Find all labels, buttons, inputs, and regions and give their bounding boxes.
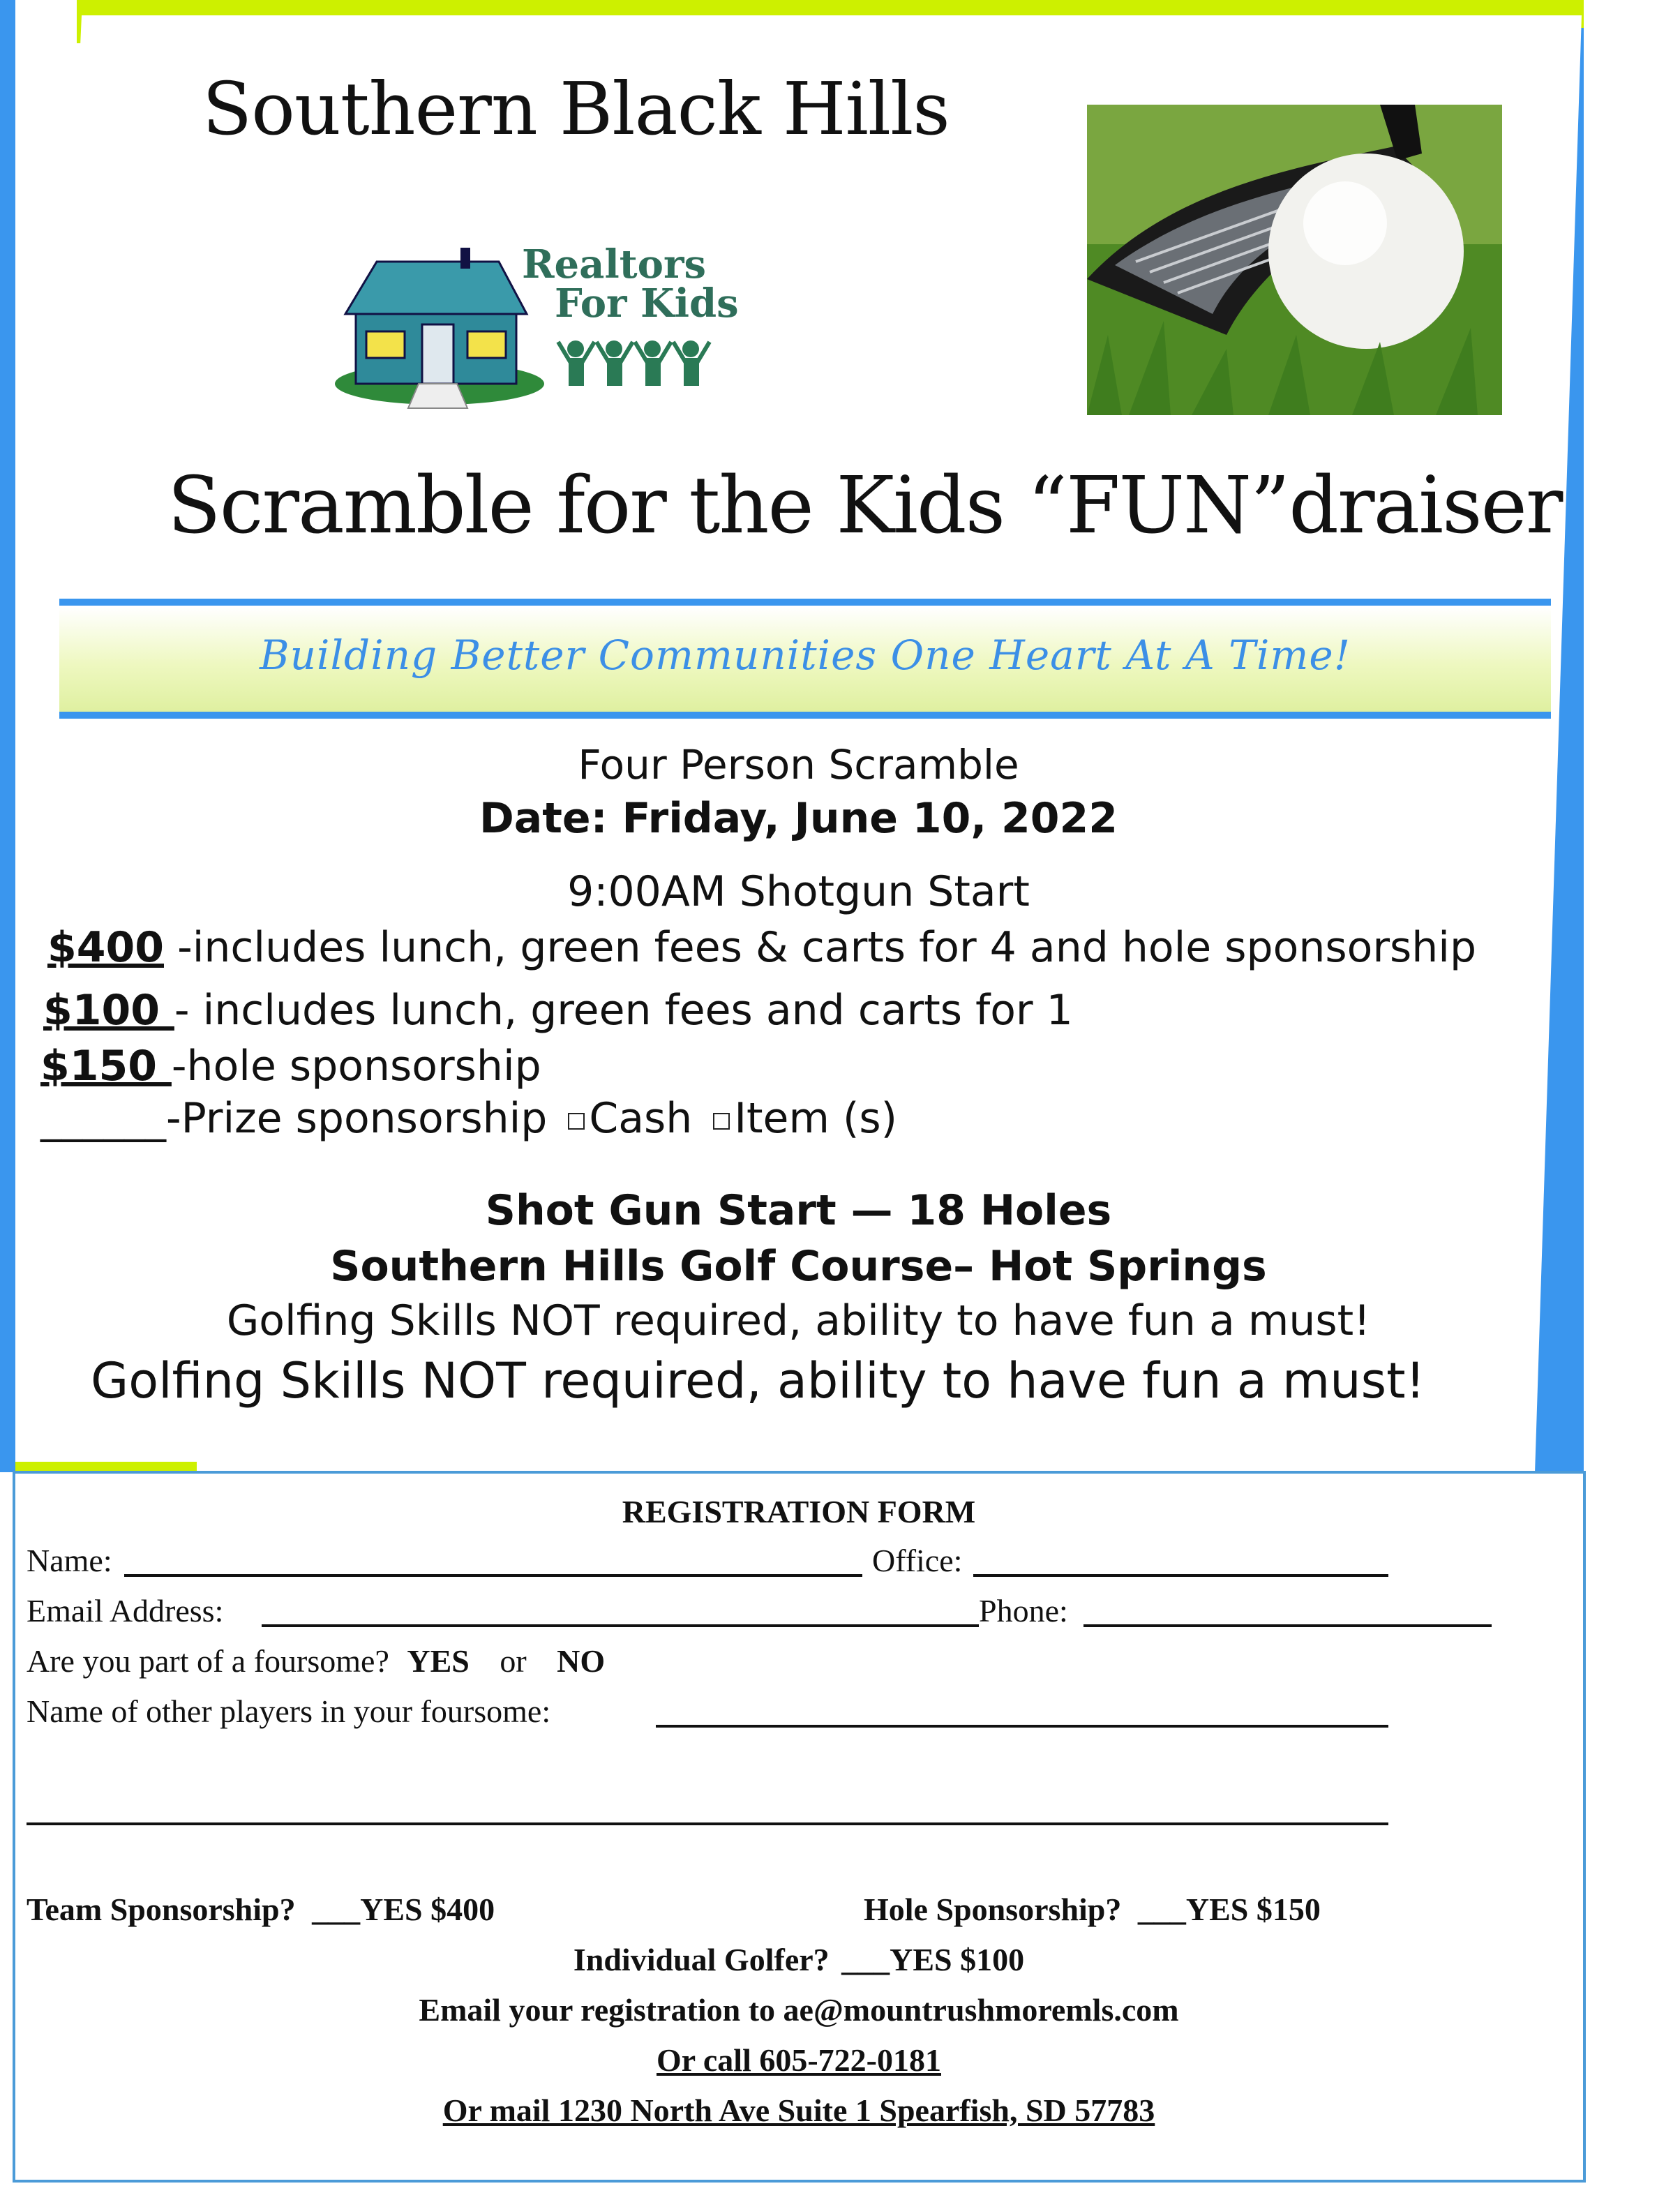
logo-text-for-kids: For Kids	[555, 280, 739, 327]
individual-golfer	[0, 1941, 1598, 1978]
format-line: Four Person Scramble	[578, 741, 1019, 788]
team-sponsorship-label: Team Sponsorship?	[27, 1892, 296, 1927]
individual-golfer-label: Individual Golfer?	[573, 1942, 830, 1977]
price-description: -includes lunch, green fees & carts for 4 and hole sponsorship	[164, 923, 1477, 972]
foursome-yes[interactable]: YES	[407, 1643, 470, 1679]
price-amount: $100	[43, 986, 174, 1035]
price-description: -hole sponsorship	[171, 1042, 541, 1091]
team-sponsorship	[27, 1891, 495, 1928]
name-field[interactable]	[124, 1574, 862, 1577]
blue-accent-left	[0, 0, 15, 1472]
price-description: - includes lunch, green fees and carts for 1	[174, 986, 1073, 1035]
foursome-question	[27, 1642, 605, 1679]
realtors-for-kids-logo	[335, 241, 767, 412]
start-time-line: 9:00AM Shotgun Start	[567, 867, 1030, 916]
email-field[interactable]	[262, 1624, 979, 1627]
cash-label: Cash	[589, 1094, 693, 1143]
foursome-or: or	[500, 1643, 527, 1679]
golf-ball-photo	[1087, 105, 1502, 415]
prize-sponsorship-line	[40, 1094, 897, 1143]
email-instructions: Email your registration to ae@mountrushmoremls.com	[419, 1992, 1179, 2028]
call-instructions: Or call 605-722-0181	[657, 2042, 941, 2078]
prize-label: -Prize sponsorship	[166, 1094, 548, 1143]
course-line: Southern Hills Golf Course– Hot Springs	[330, 1242, 1267, 1291]
banner-bottom-rule	[59, 712, 1551, 719]
golf-ball-icon	[1087, 105, 1502, 415]
phone-field[interactable]	[1083, 1624, 1492, 1627]
hole-sponsorship-label: Hole Sponsorship?	[864, 1892, 1122, 1927]
office-field[interactable]	[973, 1574, 1388, 1577]
tagline: Building Better Communities One Heart At A Time!	[259, 631, 1351, 679]
email-label: Email Address:	[27, 1593, 224, 1629]
prize-blank: ______	[40, 1094, 166, 1143]
foursome-no[interactable]: NO	[557, 1643, 606, 1679]
team-sponsorship-option[interactable]: ___YES $400	[312, 1892, 495, 1927]
other-players-field-2[interactable]	[27, 1822, 1388, 1825]
office-label: Office:	[872, 1543, 963, 1578]
other-players-field[interactable]	[656, 1725, 1388, 1728]
skills-line-small: Golfing Skills NOT required, ability to have fun a must!	[226, 1296, 1371, 1345]
item-checkbox[interactable]	[713, 1113, 730, 1130]
foursome-question-text: Are you part of a foursome?	[27, 1643, 389, 1679]
date-line: Date: Friday, June 10, 2022	[479, 794, 1118, 843]
form-heading: REGISTRATION FORM	[622, 1494, 976, 1529]
mail-instructions: Or mail 1230 North Ave Suite 1 Spearfish, SD 57783	[442, 2093, 1155, 2128]
price-line-150	[40, 1042, 541, 1091]
name-label: Name:	[27, 1543, 112, 1578]
price-line-100	[43, 986, 1073, 1035]
other-players-label: Name of other players in your foursome:	[27, 1693, 551, 1729]
cash-checkbox[interactable]	[568, 1113, 585, 1130]
phone-label: Phone:	[979, 1593, 1068, 1629]
price-amount: $400	[47, 923, 164, 972]
holes-line: Shot Gun Start — 18 Holes	[485, 1186, 1112, 1235]
price-amount: $150	[40, 1042, 172, 1091]
individual-golfer-option[interactable]: ___YES $100	[841, 1942, 1025, 1977]
event-title: Scramble for the Kids “FUN”draiser	[167, 461, 1562, 551]
hole-sponsorship-option[interactable]: ___YES $150	[1137, 1892, 1321, 1927]
item-label: Item (s)	[734, 1094, 898, 1143]
skills-line-large: Golfing Skills NOT required, ability to have fun a must!	[91, 1352, 1425, 1409]
price-line-400	[47, 923, 1476, 972]
banner-top-rule	[59, 599, 1551, 606]
flyer-title: Southern Black Hills	[202, 66, 950, 151]
logo-text-realtors: Realtors	[522, 241, 706, 287]
hole-sponsorship	[864, 1891, 1321, 1928]
